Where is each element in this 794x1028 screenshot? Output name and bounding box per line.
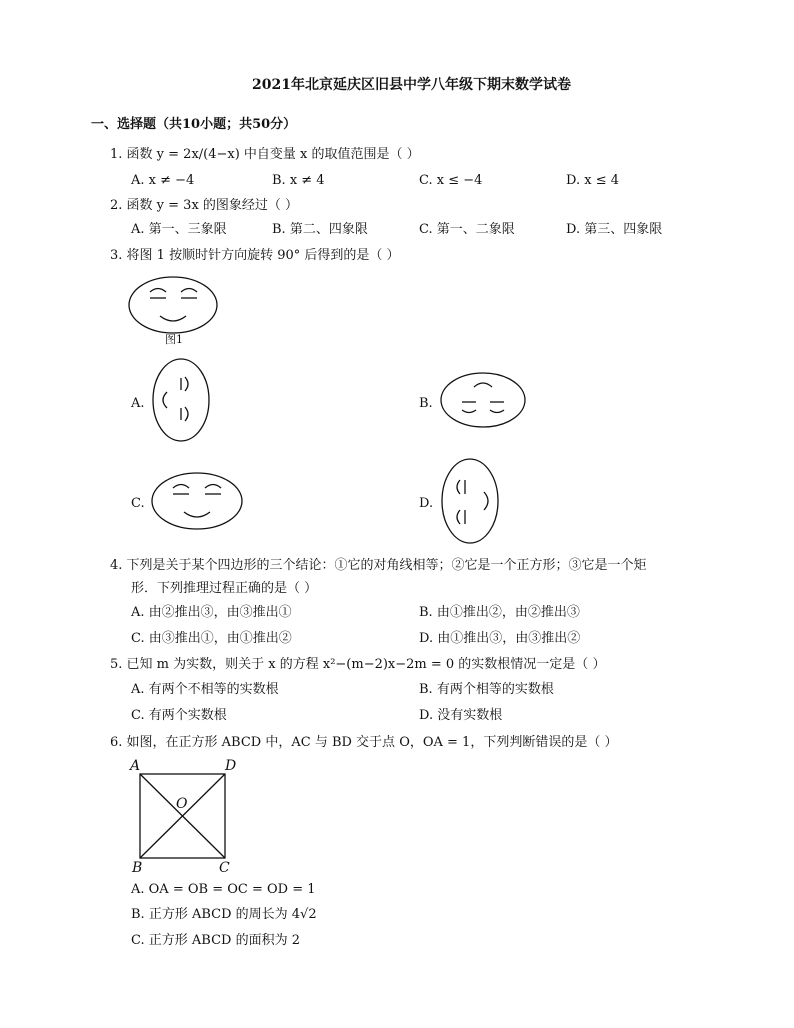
q3-option-b: B. [419,396,433,411]
q2-option-c: C. 第一、二象限 [419,222,515,237]
q5-option-b: B. 有两个相等的实数根 [419,682,554,697]
vertex-c-label: C [219,860,230,876]
q5-option-a: A. 有两个不相等的实数根 [131,682,279,697]
q5-option-c: C. 有两个实数根 [131,708,227,723]
q2-stem: 2. 函数 y = 3x 的图象经过（ ） [110,198,299,213]
q2-option-a: A. 第一、三象限 [131,222,227,237]
q3-stem: 3. 将图 1 按顺时针方向旋转 90° 后得到的是（ ） [110,248,400,263]
q1-option-a: A. x ≠ −4 [131,173,195,188]
option-d-face [440,458,500,544]
page-title: 2021年北京延庆区旧县中学八年级下期末数学试卷 [252,77,571,93]
q6-stem: 6. 如图，在正方形 ABCD 中，AC 与 BD 交于点 O，OA = 1，下列判断错误的是（ ） [110,735,618,750]
q4-option-d: D. 由①推出③，由③推出② [419,631,581,646]
vertex-a-label: A [130,758,141,774]
square-abcd-figure [130,756,240,876]
q4-option-b: B. 由①推出②，由②推出③ [419,605,580,620]
q3-option-d: D. [419,496,434,511]
q3-option-a: A. [131,396,145,411]
q3-option-c: C. [131,496,145,511]
section-heading: 一、选择题（共10小题；共50分） [91,117,297,132]
q5-stem: 5. 已知 m 为实数，则关于 x 的方程 x²−(m−2)x−2m = 0 的实数根情况一定是（ ） [110,657,606,672]
q6-option-a: A. OA = OB = OC = OD = 1 [131,882,316,897]
center-o-label: O [176,796,188,812]
q4-stem-line1: 4. 下列是关于某个四边形的三个结论：①它的对角线相等；②它是一个正方形；③它是一个矩 [110,558,647,573]
q2-option-b: B. 第二、四象限 [272,222,368,237]
vertex-b-label: B [132,860,143,876]
option-a-face [151,358,211,442]
option-b-face [440,372,526,428]
option-c-face [151,472,243,530]
q2-option-d: D. 第三、四象限 [566,222,663,237]
q4-option-a: A. 由②推出③，由③推出① [131,605,292,620]
figure-1-face [128,276,218,336]
vertex-d-label: D [225,758,237,774]
q1-option-d: D. x ≤ 4 [566,173,619,188]
q4-option-c: C. 由③推出①，由①推出② [131,631,292,646]
q1-stem: 1. 函数 y = 2x/(4−x) 中自变量 x 的取值范围是（ ） [110,147,420,162]
q1-option-c: C. x ≤ −4 [419,173,483,188]
q6-option-c: C. 正方形 ABCD 的面积为 2 [131,933,300,948]
q1-option-b: B. x ≠ 4 [272,173,325,188]
q6-option-b: B. 正方形 ABCD 的周长为 4√2 [131,907,317,922]
q5-option-d: D. 没有实数根 [419,708,503,723]
q4-stem-line2: 形．下列推理过程正确的是（ ） [131,581,318,596]
figure-1-caption: 图1 [165,333,183,346]
